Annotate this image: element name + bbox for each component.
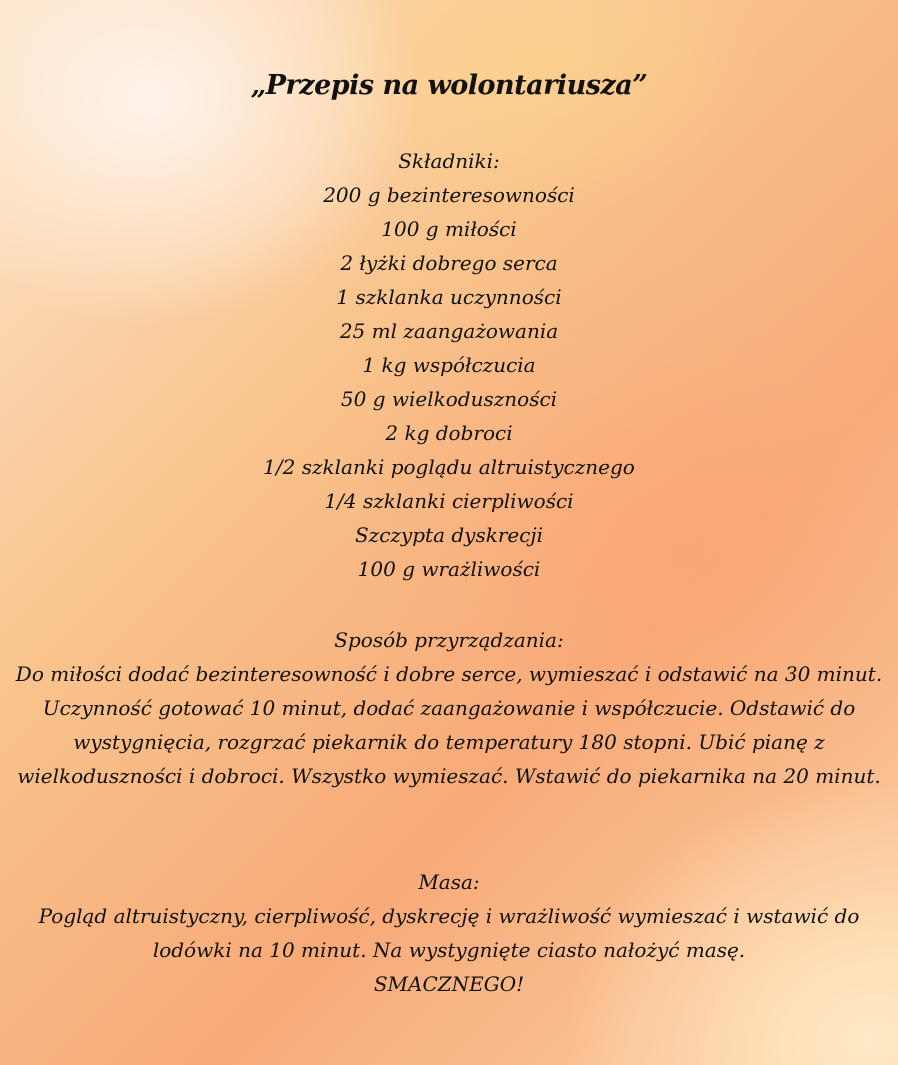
ingredient-item: 1/2 szklanki poglądu altruistycznego [263,455,635,479]
masa-section [0,865,898,1001]
ingredient-item: 1/4 szklanki cierpliwości [324,489,574,513]
ingredient-item: 200 g bezinteresowności [323,183,575,207]
ingredient-item: 100 g wrażliwości [357,557,541,581]
ingredients-list [0,178,898,586]
ingredient-item: 25 ml zaangażowania [339,319,559,343]
ingredient-item: 1 kg współczucia [362,353,536,377]
ingredient-item: Szczypta dyskrecji [354,523,544,547]
ingredient-item: 2 łyżki dobrego serca [340,251,558,275]
ingredient-item: 2 kg dobroci [385,421,513,445]
ingredient-item: 50 g wielkoduszności [340,387,558,411]
ingredient-item: 100 g miłości [381,217,517,241]
ingredient-item: 1 szklanka uczynności [336,285,562,309]
masa-text: Pogląd altruistyczny, cierpliwość, dyskrecję i wrażliwość wymieszać i wstawić do lodówki na 10 minut. Na wystygnięte ciasto nałożyć masę. [38,904,860,962]
ingredients-section [0,144,898,586]
recipe-title: „Przepis na wolontariusza” [250,70,648,101]
method-heading: Sposób przyrządzania: [334,628,564,652]
closing-text: SMACZNEGO! [373,972,525,996]
ingredients-heading: Składniki: [398,149,500,173]
masa-heading: Masa: [418,870,480,894]
method-text: Do miłości dodać bezinteresowność i dobre serce, wymieszać i odstawić na 30 minut. Uczynność gotować 10 minut, dodać zaangażowanie i współczucie. Odstawić do wystygnięcia, rozgrzać piekarnik do temperatury 180 stopni. Ubić pianę z wielkoduszności i dobroci. Wszystko wymieszać. Wstawić do piekarnika na 20 minut. [15,662,883,788]
method-section [0,623,898,793]
